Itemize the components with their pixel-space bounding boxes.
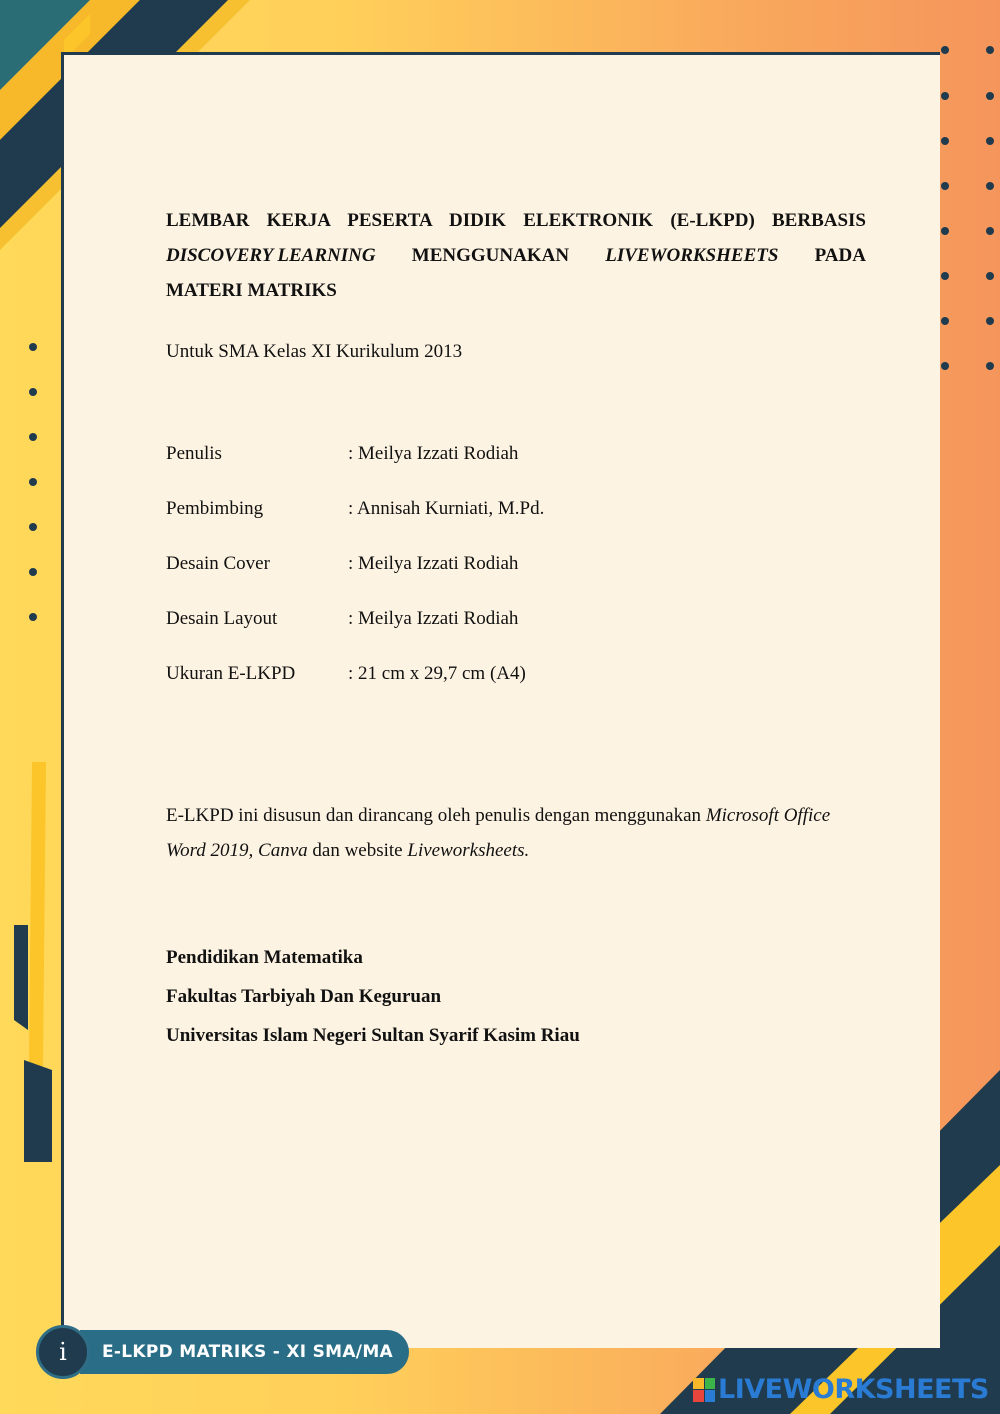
info-value: : Meilya Izzati Rodiah xyxy=(348,443,519,464)
title-liveworksheets: LIVEWORKSHEETS xyxy=(605,245,779,266)
footer-badge xyxy=(36,1325,409,1379)
info-row xyxy=(166,443,866,498)
title-pada: PADA xyxy=(814,245,866,266)
institution-department: Pendidikan Matematika xyxy=(166,947,363,968)
info-value: : Annisah Kurniati, M.Pd. xyxy=(348,498,545,519)
info-value: : Meilya Izzati Rodiah xyxy=(348,608,519,629)
title-line-1: LEMBAR KERJA PESERTA DIDIK ELEKTRONIK (E-LKPD) BERBASIS xyxy=(166,210,866,231)
liveworksheets-watermark xyxy=(693,1374,989,1405)
left-dots xyxy=(29,343,37,621)
info-row xyxy=(166,663,866,718)
title-line-3: MATERI MATRIKS xyxy=(166,280,337,301)
info-value: : Meilya Izzati Rodiah xyxy=(348,553,519,574)
liveworksheets-text: LIVEWORKSHEETS xyxy=(718,1374,989,1405)
title-discovery-learning: DISCOVERY LEARNING xyxy=(166,245,376,266)
document-subtitle: Untuk SMA Kelas XI Kurikulum 2013 xyxy=(166,341,463,362)
info-label: Ukuran E-LKPD xyxy=(166,663,296,684)
info-row xyxy=(166,553,866,608)
document-content xyxy=(166,203,866,1065)
document-description: E-LKPD ini disusun dan dirancang oleh penulis dengan menggunakan Microsoft Office Word 2019, Canva dan website Liveworksheets. xyxy=(166,805,831,861)
info-label: Pembimbing xyxy=(166,498,264,519)
footer-badge-label: E-LKPD MATRIKS - XI SMA/MA xyxy=(80,1330,409,1374)
info-value: : 21 cm x 29,7 cm (A4) xyxy=(348,663,526,684)
liveworksheets-logo-icon xyxy=(693,1378,715,1402)
info-label: Desain Cover xyxy=(166,553,270,574)
right-dots xyxy=(941,46,994,370)
info-row xyxy=(166,498,866,553)
info-label: Penulis xyxy=(166,443,222,464)
info-icon: i xyxy=(36,1325,90,1379)
info-label: Desain Layout xyxy=(166,608,278,629)
institution-block xyxy=(166,948,866,1065)
document-title xyxy=(166,203,866,308)
title-line-2 xyxy=(166,238,866,273)
left-bar-navy xyxy=(14,925,28,1030)
info-row xyxy=(166,608,866,663)
title-menggunakan: MENGGUNAKAN xyxy=(411,245,570,266)
info-table xyxy=(166,443,866,718)
institution-faculty: Fakultas Tarbiyah Dan Keguruan xyxy=(166,986,442,1007)
institution-university: Universitas Islam Negeri Sultan Syarif Kasim Riau xyxy=(166,1025,580,1046)
